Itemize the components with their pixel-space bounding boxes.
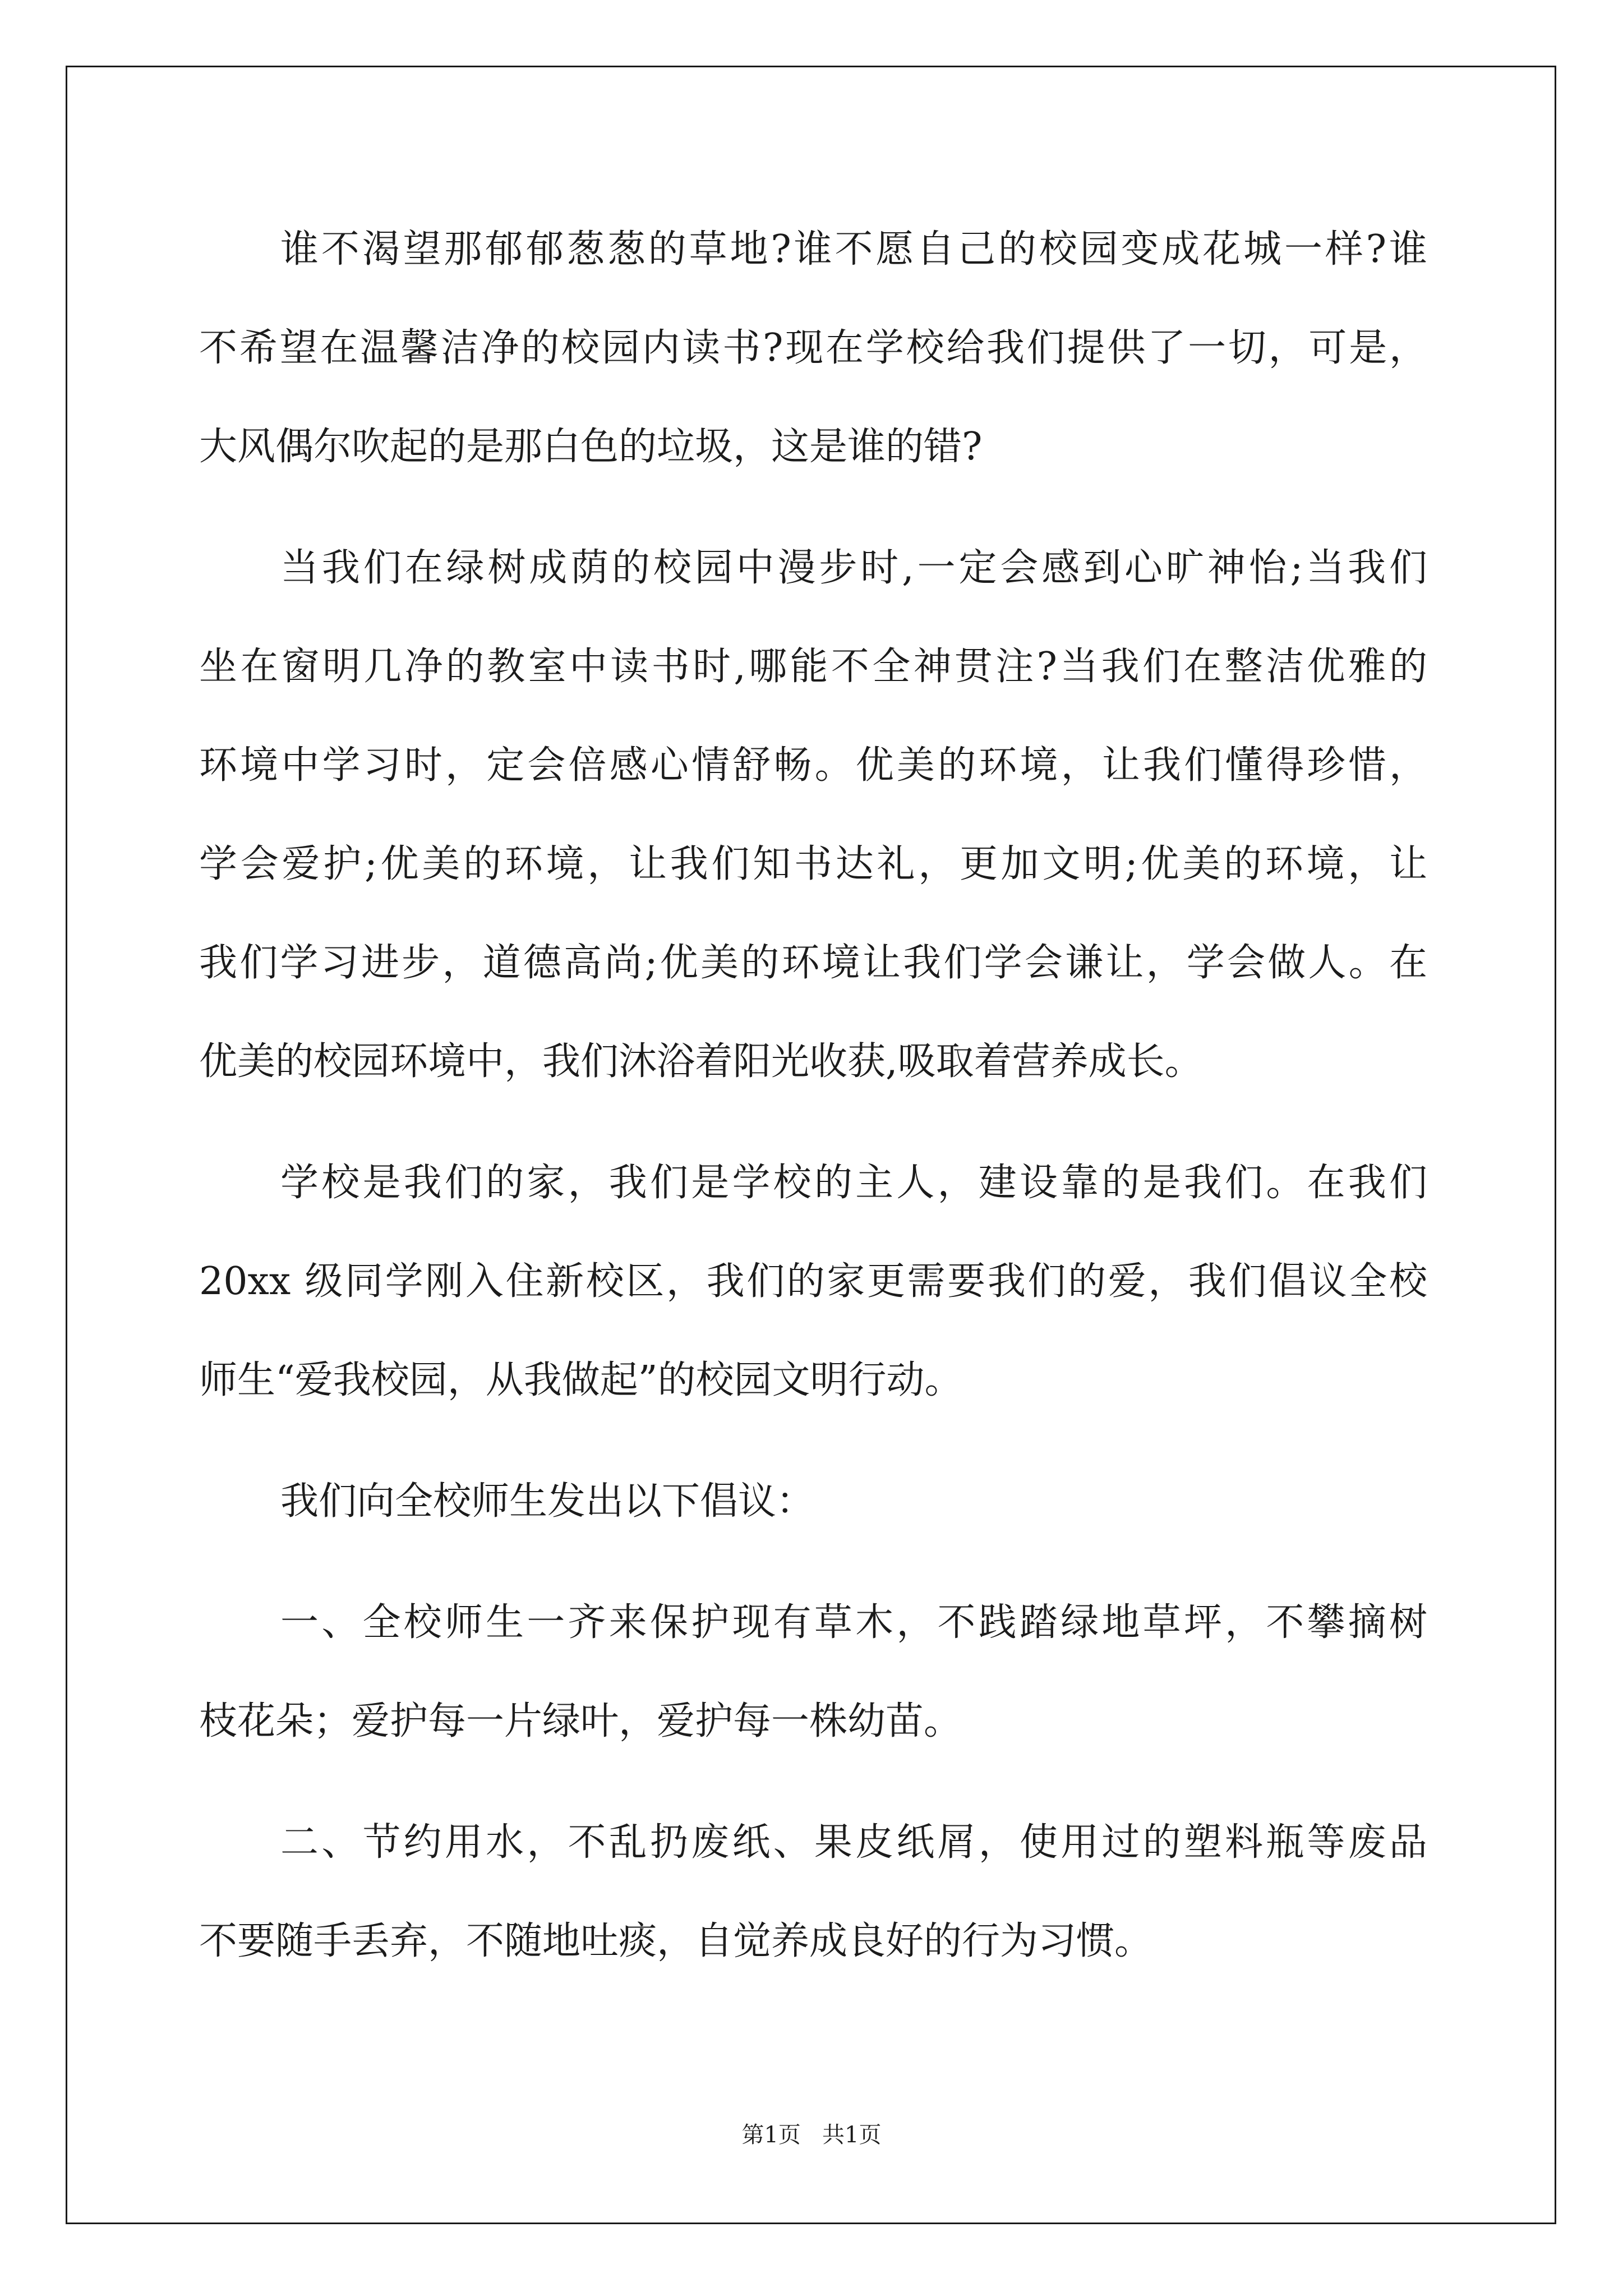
text-line: 环境中学习时，定会倍感心情舒畅。优美的环境，让我们懂得珍惜， bbox=[199, 743, 1427, 788]
text-line: 二、节约用水，不乱扔废纸、果皮纸屑，使用过的塑料瓶等废品 bbox=[280, 1820, 1427, 1865]
text-line: 大风偶尔吹起的是那白色的垃圾，这是谁的错? bbox=[199, 425, 983, 469]
text-line: 不要随手丢弃，不随地吐痰，自觉养成良好的行为习惯。 bbox=[199, 1919, 1153, 1963]
text-line: 优美的校园环境中，我们沐浴着阳光收获,吸取着营养成长。 bbox=[199, 1039, 1203, 1084]
text-line: 当我们在绿树成荫的校园中漫步时,一定会感到心旷神怡;当我们 bbox=[280, 546, 1427, 590]
text-line: 坐在窗明几净的教室中读书时,哪能不全神贯注?当我们在整洁优雅的 bbox=[199, 645, 1427, 689]
text-line: 学校是我们的家，我们是学校的主人，建设靠的是我们。在我们 bbox=[280, 1161, 1427, 1205]
text-line: 一、全校师生一齐来保护现有草木，不践踏绿地草坪，不攀摘树 bbox=[280, 1600, 1427, 1645]
text-line: 枝花朵；爱护每一片绿叶，爱护每一株幼苗。 bbox=[199, 1699, 962, 1743]
text-line: 师生“爱我校园，从我做起”的校园文明行动。 bbox=[199, 1358, 963, 1402]
page-number-footer: 第1页 共1页 bbox=[741, 2122, 882, 2148]
text-line: 我们向全校师生发出以下倡议： bbox=[280, 1479, 815, 1524]
text-line: 20xx 级同学刚入住新校区，我们的家更需要我们的爱，我们倡议全校 bbox=[199, 1259, 1427, 1304]
text-line: 我们学习进步，道德高尚;优美的环境让我们学会谦让，学会做人。在 bbox=[199, 941, 1427, 985]
text-line: 谁不渴望那郁郁葱葱的草地?谁不愿自己的校园变成花城一样?谁 bbox=[280, 227, 1427, 272]
text-line: 不希望在温馨洁净的校园内读书?现在学校给我们提供了一切，可是， bbox=[199, 326, 1427, 370]
text-line: 学会爱护;优美的环境，让我们知书达礼，更加文明;优美的环境，让 bbox=[199, 842, 1427, 886]
